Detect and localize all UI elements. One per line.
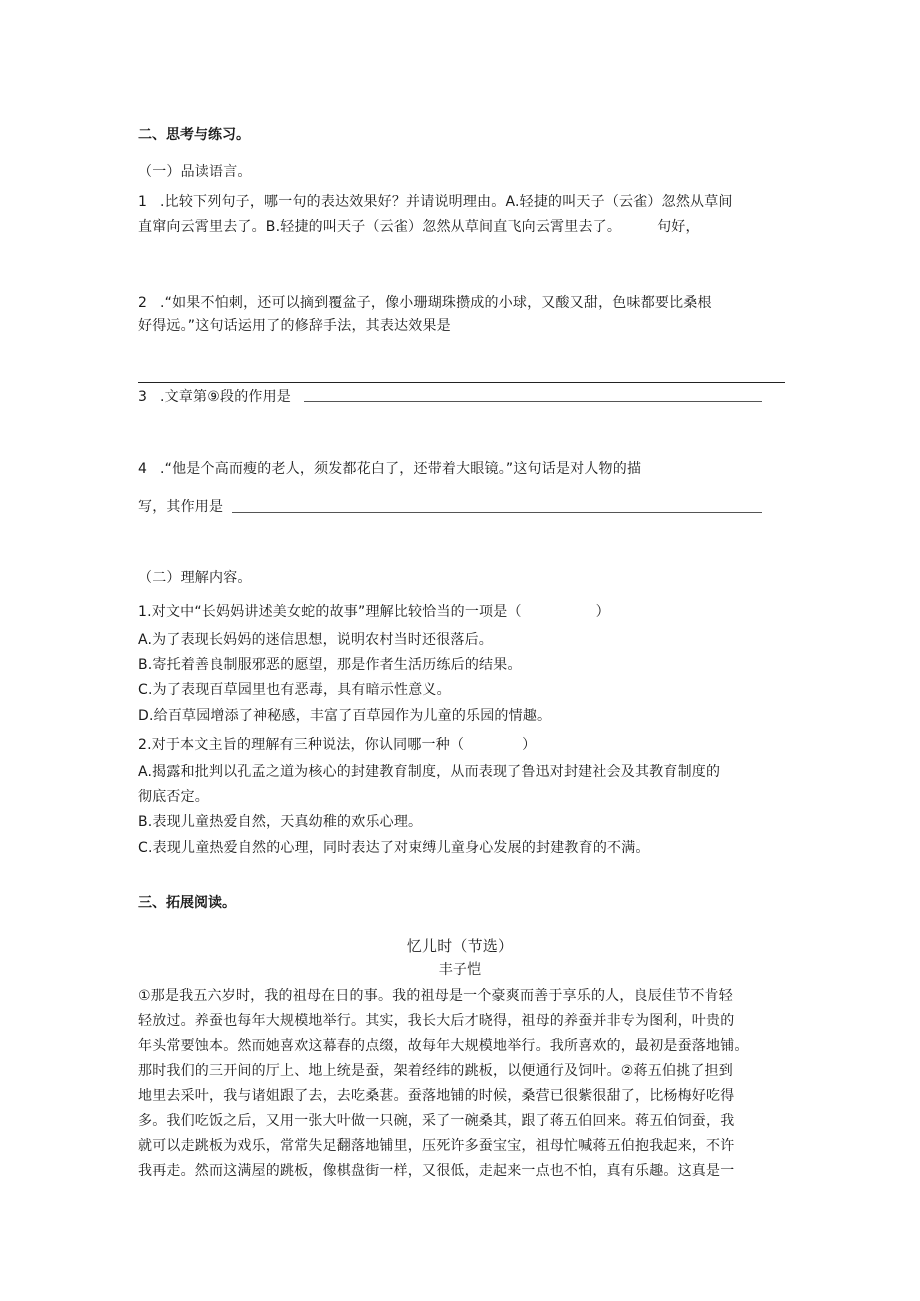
article-title: 忆儿时（节选） (406, 937, 514, 955)
question-number: 1 (138, 194, 148, 210)
option-a: A.为了表现长妈妈的迷信思想，说明农村当时还很落后。 (138, 632, 493, 648)
question-text: .文章第⑨段的作用是 (160, 389, 292, 405)
answer-line[interactable] (138, 382, 785, 383)
answer-line[interactable] (232, 512, 762, 513)
question-number: 4 (138, 461, 148, 477)
question-text: 写，其作用是 (138, 499, 224, 515)
question-text: 1.对文中“长妈妈讲述美女蛇的故事”理解比较恰当的一项是（ (138, 604, 522, 620)
question-text: .“他是个高而瘦的老人，须发都花白了，还带着大眼镜。”这句话是对人物的描 (160, 461, 642, 477)
question-text: .比较下列句子，哪一句的表达效果好？并请说明理由。A.轻捷的叫天子（云雀）忽然从草间 (160, 194, 733, 210)
question-number: 2 (138, 295, 148, 311)
paragraph-line: 多。我们吃饭之后，又用一张大叶做一只碗，采了一碗桑其，跟了蒋五伯回来。蒋五伯饲蚕，我 (138, 1113, 735, 1129)
mc-question-1 (138, 602, 610, 622)
paragraph-line: 地里去采叶，我与诸姐跟了去，去吃桑葚。蚕落地铺的时候，桑营已很紫很甜了，比杨梅好吃得 (138, 1088, 735, 1104)
option-a: A.揭露和批判以孔孟之道为核心的封建教育制度，从而表现了鲁迅对封建社会及其教育制度的 (138, 764, 721, 780)
question-text: 直窜向云霄里去了。B.轻捷的叫天子（云雀）忽然从草间直飞向云霄里去了。 (138, 219, 622, 235)
paragraph-line: 那时我们的三开间的厅上、地上统是蚕，架着经纬的跳板，以便通行及饲叶。②蒋五伯挑了担到 (138, 1063, 733, 1079)
article-author: 丰子恺 (438, 962, 482, 978)
section3-title: 三、拓展阅读。 (138, 895, 236, 911)
answer-line[interactable] (304, 401, 762, 402)
option-d: D.给百草园增添了神秘感，丰富了百草园作为儿童的乐园的情趣。 (138, 708, 552, 724)
mc-question-2 (138, 735, 536, 755)
answer-prompt: 句好， (657, 219, 700, 235)
question-text: 2.对于本文主旨的理解有三种说法，你认同哪一种（ (138, 737, 465, 753)
paragraph-line: 轻放过。养蚕也每年大规模地举行。其实，我长大后才晓得，祖母的养蚕并非专为图利，叶贵的 (138, 1013, 735, 1029)
bracket-close: ） (522, 737, 537, 753)
question-1 (138, 192, 733, 212)
section2-title: 二、思考与练习。 (138, 127, 250, 143)
question-3 (138, 387, 291, 407)
paragraph-line: 就可以走跳板为戏乐，常常失足翻落地铺里，压死许多蚕宝宝，祖母忙喊蒋五伯抱我起来，不许 (138, 1138, 735, 1154)
question-4 (138, 459, 641, 479)
option-c: C.为了表现百草园里也有恶毒，具有暗示性意义。 (138, 682, 451, 698)
option-b: B.表现儿童热爱自然，天真幼稚的欢乐心理。 (138, 814, 423, 830)
question-text: .“如果不怕刺，还可以摘到覆盆子，像小珊瑚珠攒成的小球，又酸又甜，色味都要比桑根 (160, 295, 712, 311)
question-number: 3 (138, 389, 148, 405)
question-text: 好得远。”这句话运用了的修辞手法，其表达效果是 (138, 318, 451, 334)
paragraph-line: 我再走。然而这满屋的跳板，像棋盘街一样，又很低，走起来一点也不怕，真有乐趣。这真是一 (138, 1163, 735, 1179)
bracket-close: ） (595, 604, 610, 620)
paragraph-line: 年头常要蚀本。然而她喜欢这幕春的点缀，故每年大规模地举行。我所喜欢的，最初是蚕落地铺。 (138, 1038, 749, 1054)
question-2 (138, 293, 712, 313)
question-1-line2 (138, 217, 700, 237)
part2-title: （二）理解内容。 (138, 570, 252, 586)
option-a-continued: 彻底否定。 (138, 789, 209, 805)
paragraph-line: ①那是我五六岁时，我的祖母在日的事。我的祖母是一个豪爽而善于享乐的人，良辰佳节不肯轻 (138, 988, 733, 1004)
part1-title: （一）品读语言。 (138, 164, 252, 180)
option-b: B.寄托着善良制服邪恶的愿望，那是作者生活历练后的结果。 (138, 657, 522, 673)
option-c: C.表现儿童热爱自然的心理，同时表达了对束缚儿童身心发展的封建教育的不满。 (138, 840, 650, 856)
